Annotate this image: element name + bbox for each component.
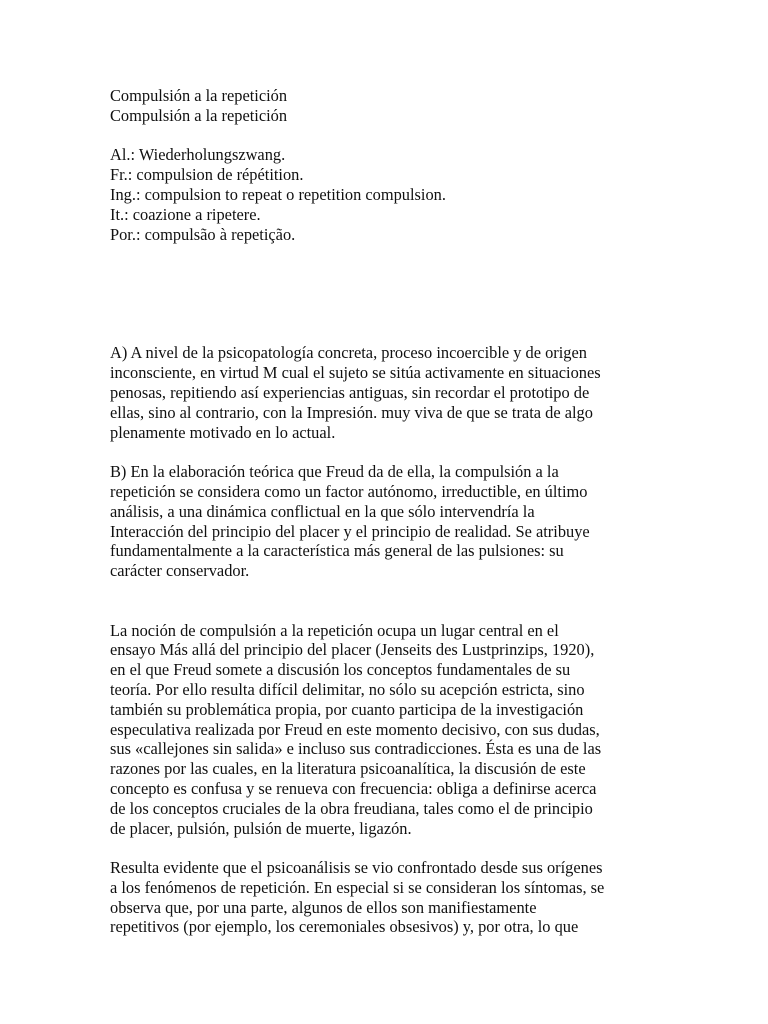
text-line: de los conceptos cruciales de la obra freudiana, tales como el de principio — [110, 798, 593, 818]
text-line: repetición se considera como un factor autónomo, irreductible, en último — [110, 481, 588, 501]
text-line: A) A nivel de la psicopatología concreta, proceso incoercible y de origen — [110, 343, 587, 363]
text-line: razones por las cuales, en la literatura psicoanalítica, la discusión de este — [110, 759, 586, 779]
translation-french: Fr.: compulsion de répétition. — [110, 165, 304, 185]
text-line: repetitivos (por ejemplo, los ceremoniales obsesivos) y, por otra, lo que — [110, 917, 579, 937]
text-line: B) En la elaboración teórica que Freud da de ella, la compulsión a la — [110, 462, 559, 482]
text-line: también su problemática propia, por cuanto participa de la investigación — [110, 699, 584, 719]
translation-english: Ing.: compulsion to repeat o repetition compulsion. — [110, 184, 446, 204]
title-line: Compulsión a la repetición — [110, 105, 288, 125]
text-line: Interacción del principio del placer y el principio de realidad. Se atribuye — [110, 521, 590, 541]
paragraph-a — [110, 343, 670, 442]
text-line: especulativa realizada por Freud en este momento decisivo, con sus dudas, — [110, 719, 600, 739]
paragraph-c — [110, 621, 670, 839]
paragraph-d — [110, 858, 670, 937]
title-line: Compulsión a la repetición — [110, 86, 288, 105]
text-line: inconsciente, en virtud M cual el sujeto se sitúa activamente en situaciones — [110, 363, 601, 383]
text-line: observa que, por una parte, algunos de ellos son manifiestamente — [110, 897, 537, 917]
text-line: penosas, repitiendo así experiencias antiguas, sin recordar el prototipo de — [110, 382, 590, 402]
text-line: análisis, a una dinámica conflictual en la que sólo intervendría la — [110, 501, 535, 521]
text-line: La noción de compulsión a la repetición ocupa un lugar central en el — [110, 620, 559, 640]
translation-portuguese: Por.: compulsão à repetição. — [110, 224, 296, 244]
text-line: ellas, sino al contrario, con la Impresión. muy viva de que se trata de algo — [110, 402, 593, 422]
translation-german: Al.: Wiederholungszwang. — [110, 145, 286, 165]
document-page — [110, 86, 670, 937]
paragraph-b — [110, 462, 670, 581]
text-line: plenamente motivado en lo actual. — [110, 422, 336, 442]
text-line: de placer, pulsión, pulsión de muerte, ligazón. — [110, 818, 412, 838]
text-line: Resulta evidente que el psicoanálisis se vio confrontado desde sus orígenes — [110, 858, 603, 878]
text-line: a los fenómenos de repetición. En especial si se consideran los síntomas, se — [110, 877, 605, 897]
translation-italian: It.: coazione a ripetere. — [110, 204, 261, 224]
translations-list — [110, 145, 670, 244]
text-line: sus «callejones sin salida» e incluso sus contradicciones. Ésta es una de las — [110, 739, 602, 759]
text-line: ensayo Más allá del principio del placer (Jenseits des Lustprinzips, 1920), — [110, 640, 595, 660]
text-line: concepto es confusa y se renueva con frecuencia: obliga a definirse acerca — [110, 778, 597, 798]
text-line: en el que Freud somete a discusión los conceptos fundamentales de su — [110, 660, 571, 680]
text-line: teoría. Por ello resulta difícil delimitar, no sólo su acepción estricta, sino — [110, 679, 585, 699]
text-line: carácter conservador. — [110, 561, 250, 581]
text-line: fundamentalmente a la característica más general de las pulsiones: su — [110, 541, 564, 561]
document-title — [110, 86, 670, 126]
